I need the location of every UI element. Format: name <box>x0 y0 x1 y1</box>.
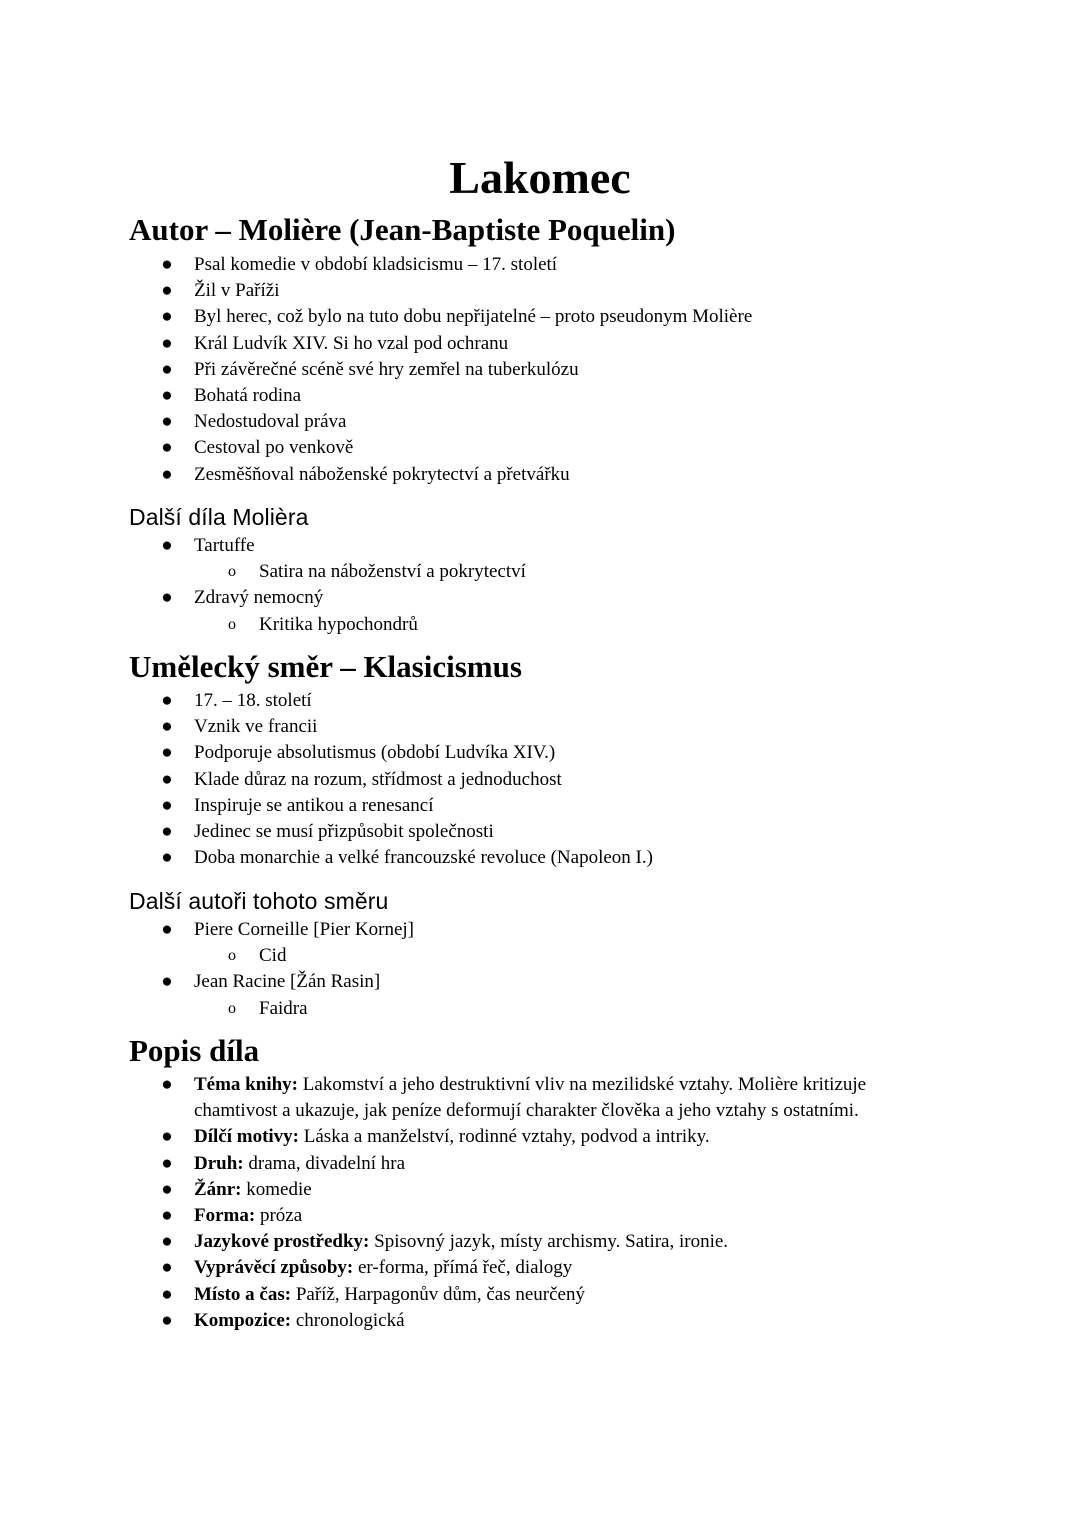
item-text: Láska a manželství, rodinné vztahy, podvod a intriky. <box>299 1126 710 1148</box>
list-item: ● Žil v Paříži <box>0 278 1080 304</box>
item-label: Místo a čas: <box>194 1283 292 1305</box>
list-item: ● Inspiruje se antikou a renesancí <box>0 793 1080 819</box>
bullet-disc-icon: ● <box>161 971 173 993</box>
section-heading-description: Popis díla <box>129 1033 260 1068</box>
bullet-disc-icon: ● <box>161 437 173 459</box>
list-item <box>0 1177 1080 1203</box>
list-item: ● Piere Corneille [Pier Kornej] <box>0 917 1080 943</box>
list-item: ● Zesměšňoval náboženské pokrytectví a přetvářku <box>0 462 1080 488</box>
section-heading-author: Autor – Molière (Jean-Baptiste Poquelin) <box>129 212 676 247</box>
bullet-circle-icon: o <box>228 999 236 1017</box>
bullet-disc-icon: ● <box>161 768 173 790</box>
list-item: ● 17. – 18. století <box>0 688 1080 714</box>
list-item: ● Jean Racine [Žán Rasin] <box>0 969 1080 995</box>
list-item: ● Bohatá rodina <box>0 383 1080 409</box>
bullet-disc-icon: ● <box>161 847 173 869</box>
description-list <box>0 1072 1080 1334</box>
list-item: ● Vznik ve francii <box>0 714 1080 740</box>
bullet-disc-icon: ● <box>161 742 173 764</box>
item-label: Druh: <box>194 1152 244 1174</box>
bullet-disc-icon: ● <box>161 1074 173 1095</box>
item-text: komedie <box>241 1178 312 1200</box>
item-text: Spisovný jazyk, místy archismy. Satira, ironie. <box>369 1231 729 1253</box>
list-item <box>0 1282 1080 1308</box>
subheading-other-authors: Další autoři tohoto směru <box>129 888 389 914</box>
bullet-disc-icon: ● <box>161 690 173 711</box>
item-label: Jazykové prostředky: <box>194 1231 370 1253</box>
list-item: ● Zdravý nemocný <box>0 585 1080 611</box>
bullet-disc-icon: ● <box>161 1231 173 1253</box>
document-title: Lakomec <box>449 152 631 203</box>
bullet-disc-icon: ● <box>161 358 173 380</box>
list-item <box>0 1203 1080 1229</box>
bullet-disc-icon: ● <box>161 1205 173 1227</box>
sub-list-item: o Faidra <box>0 996 1080 1022</box>
other-works-list <box>0 533 1080 638</box>
item-label: Kompozice: <box>194 1309 292 1331</box>
list-item <box>0 1072 1080 1124</box>
movement-list <box>0 688 1080 871</box>
bullet-disc-icon: ● <box>161 716 173 738</box>
bullet-disc-icon: ● <box>161 280 173 302</box>
list-item <box>0 1229 1080 1255</box>
bullet-disc-icon: ● <box>161 1152 173 1174</box>
bullet-disc-icon: ● <box>161 919 173 940</box>
item-text: chronologická <box>291 1309 405 1331</box>
list-item <box>0 1255 1080 1281</box>
bullet-disc-icon: ● <box>161 1178 173 1200</box>
item-text: Paříž, Harpagonův dům, čas neurčený <box>291 1283 585 1305</box>
item-text: Lakomství a jeho destruktivní vliv na mezilidské vztahy. Molière kritizuje chamtivost a ukazuje, jak peníze deformují charakter člověka a jeho vztahy s ostatními. <box>194 1074 867 1122</box>
list-item: ● Byl herec, což bylo na tuto dobu nepřijatelné – proto pseudonym Molière <box>0 304 1080 330</box>
bullet-disc-icon: ● <box>161 821 173 843</box>
bullet-disc-icon: ● <box>161 1126 173 1148</box>
list-item <box>0 1124 1080 1150</box>
item-label: Forma: <box>194 1205 256 1227</box>
sub-list-item: o Satira na náboženství a pokrytectví <box>0 559 1080 585</box>
list-item: ● Nedostudoval práva <box>0 409 1080 435</box>
section-heading-movement: Umělecký směr – Klasicismus <box>129 649 522 684</box>
list-item: ● Tartuffe <box>0 533 1080 559</box>
list-item: ● Klade důraz na rozum, střídmost a jednoduchost <box>0 767 1080 793</box>
sub-list-item: o Kritika hypochondrů <box>0 612 1080 638</box>
bullet-disc-icon: ● <box>161 332 173 354</box>
bullet-disc-icon: ● <box>161 1309 173 1331</box>
list-item: ● Při závěrečné scéně své hry zemřel na tuberkulózu <box>0 357 1080 383</box>
other-authors-list <box>0 917 1080 1022</box>
list-item: ● Král Ludvík XIV. Si ho vzal pod ochranu <box>0 331 1080 357</box>
item-text: drama, divadelní hra <box>243 1152 406 1174</box>
bullet-disc-icon: ● <box>161 254 173 275</box>
list-item: ● Psal komedie v období kladsicismu – 17. století <box>0 252 1080 278</box>
item-text: próza <box>255 1205 303 1227</box>
item-label: Vyprávěcí způsoby: <box>194 1257 354 1279</box>
list-item: ● Cestoval po venkově <box>0 435 1080 461</box>
bullet-circle-icon: o <box>228 563 236 581</box>
item-label: Žánr: <box>194 1178 242 1200</box>
list-item <box>0 1308 1080 1334</box>
author-facts-list <box>0 252 1080 488</box>
bullet-disc-icon: ● <box>161 411 173 433</box>
bullet-disc-icon: ● <box>161 306 173 328</box>
bullet-disc-icon: ● <box>161 794 173 816</box>
item-label: Téma knihy: <box>194 1074 298 1095</box>
list-item: ● Doba monarchie a velké francouzské revoluce (Napoleon I.) <box>0 845 1080 871</box>
item-label: Dílčí motivy: <box>194 1126 300 1148</box>
bullet-disc-icon: ● <box>161 385 173 407</box>
bullet-disc-icon: ● <box>161 1257 173 1279</box>
bullet-circle-icon: o <box>228 947 236 965</box>
bullet-circle-icon: o <box>228 615 236 633</box>
sub-list-item: o Cid <box>0 943 1080 969</box>
bullet-disc-icon: ● <box>161 463 173 485</box>
subheading-other-works: Další díla Molièra <box>129 504 309 530</box>
bullet-disc-icon: ● <box>161 587 173 609</box>
list-item: ● Podporuje absolutismus (období Ludvíka XIV.) <box>0 740 1080 766</box>
bullet-disc-icon: ● <box>161 1283 173 1305</box>
list-item <box>0 1151 1080 1177</box>
list-item: ● Jedinec se musí přizpůsobit společnosti <box>0 819 1080 845</box>
item-text: er-forma, přímá řeč, dialogy <box>353 1257 573 1279</box>
bullet-disc-icon: ● <box>161 535 173 556</box>
